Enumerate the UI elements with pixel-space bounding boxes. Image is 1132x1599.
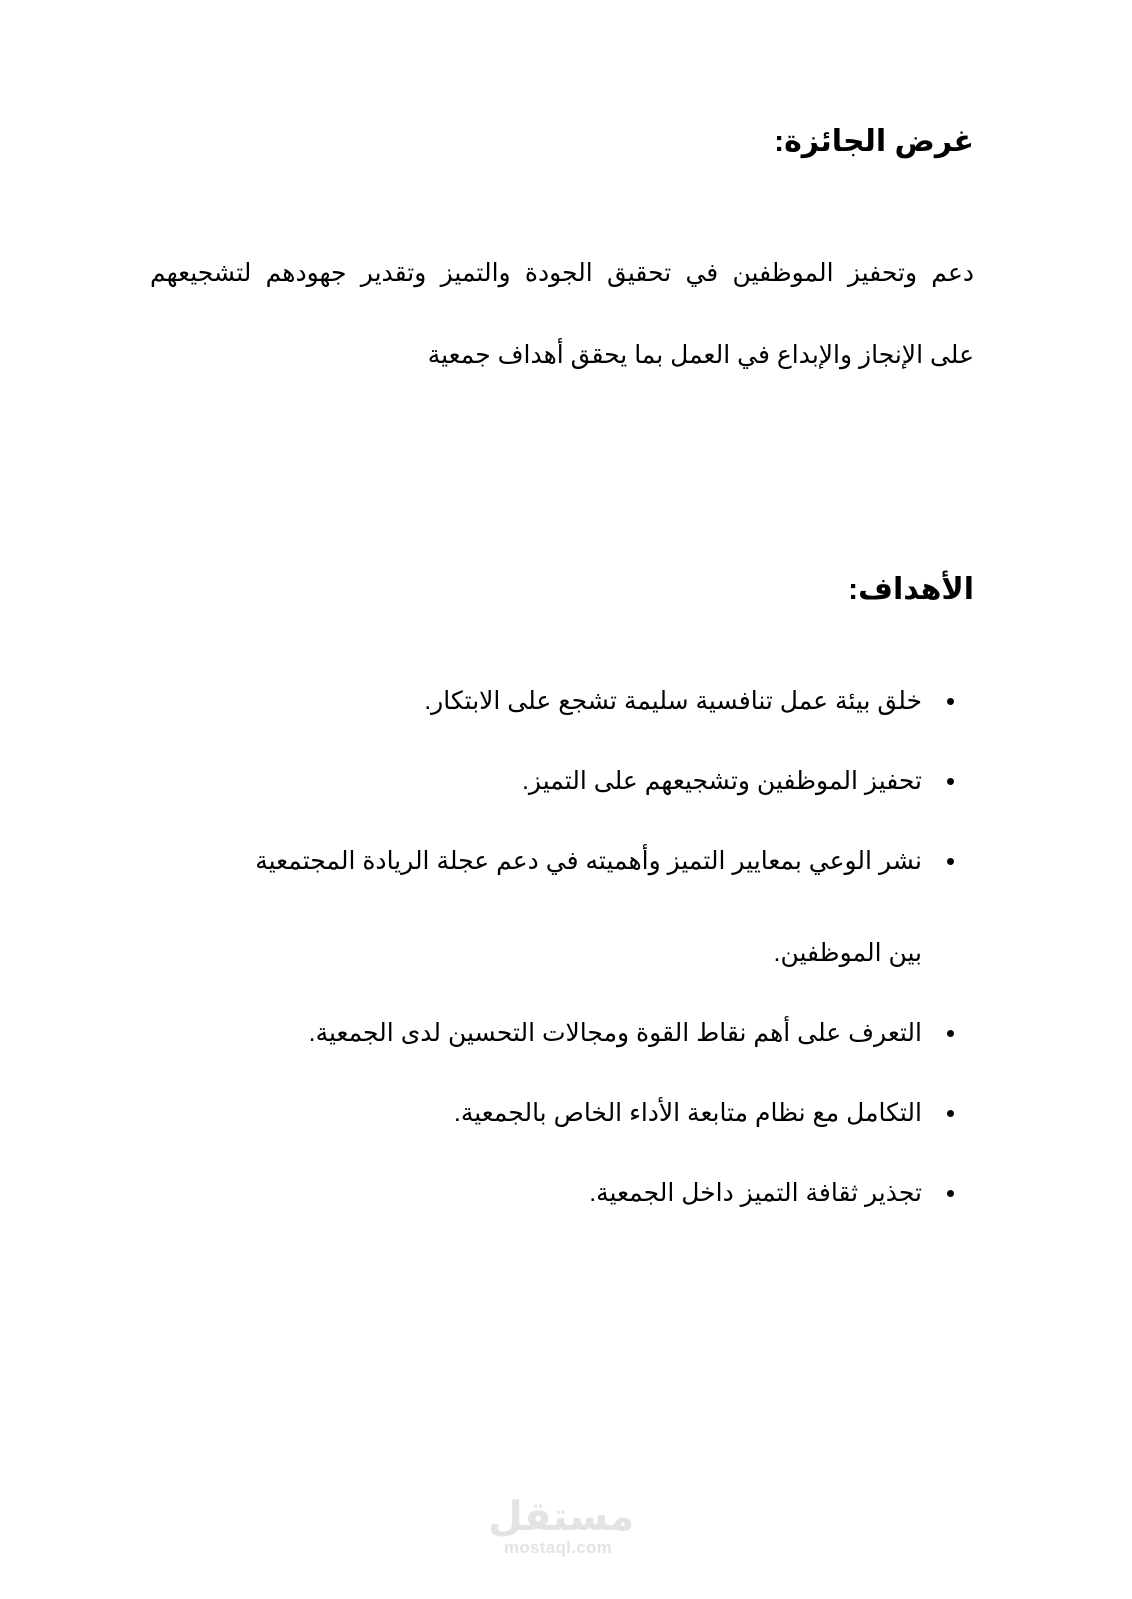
watermark-domain: mostaql.com <box>503 1538 613 1557</box>
goal-item <box>150 1088 922 1138</box>
goal-text: التعرف على أهم نقاط القوة ومجالات التحسين لدى الجمعية. <box>308 1019 922 1047</box>
goal-item <box>150 1168 922 1218</box>
purpose-heading: غرض الجائزة: <box>774 125 974 158</box>
mostaql-watermark <box>488 1495 635 1566</box>
bullet-icon <box>947 778 954 785</box>
bullet-icon <box>947 1030 954 1037</box>
bullet-icon <box>947 858 954 865</box>
bullet-icon <box>947 1190 954 1197</box>
goal-item <box>150 676 922 726</box>
purpose-paragraph-line: دعم وتحفيز الموظفين في تحقيق الجودة والتميز وتقدير جهودهم لتشجيعهم <box>150 259 974 287</box>
goal-item <box>150 1008 922 1058</box>
goal-text: التكامل مع نظام متابعة الأداء الخاص بالجمعية. <box>453 1099 922 1127</box>
bullet-icon <box>947 1110 954 1117</box>
purpose-paragraph-line: على الإنجاز والإبداع في العمل بما يحقق أهداف جمعية <box>427 341 974 369</box>
goal-text: نشر الوعي بمعايير التميز وأهميته في دعم عجلة الريادة المجتمعية <box>255 847 922 875</box>
goal-text-continuation: بين الموظفين. <box>773 939 922 967</box>
goal-text: تحفيز الموظفين وتشجيعهم على التميز. <box>521 767 922 795</box>
bullet-icon <box>947 698 954 705</box>
purpose-paragraph <box>150 232 974 396</box>
goal-item <box>150 836 922 978</box>
goals-heading: الأهداف: <box>848 573 974 606</box>
goal-item <box>150 756 922 806</box>
goal-text: تجذير ثقافة التميز داخل الجمعية. <box>589 1179 922 1207</box>
watermark-logo-text: مستقل <box>488 1495 635 1539</box>
goals-list <box>150 676 922 1248</box>
goal-text: خلق بيئة عمل تنافسية سليمة تشجع على الابتكار. <box>424 687 922 715</box>
